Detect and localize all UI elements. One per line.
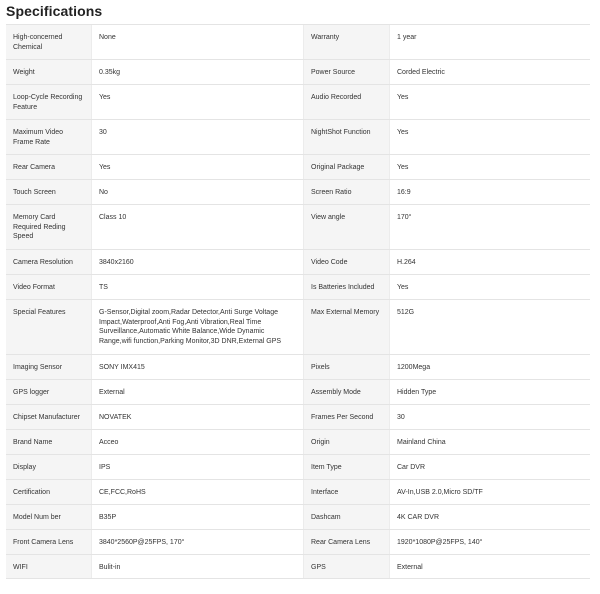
spec-value: Yes — [91, 155, 303, 179]
spec-value: Yes — [389, 120, 590, 154]
spec-label: Model Num ber — [6, 505, 91, 529]
spec-value: Acceo — [91, 430, 303, 454]
table-row — [6, 429, 590, 454]
table-row — [6, 154, 590, 179]
table-row — [6, 504, 590, 529]
spec-label: Power Source — [303, 60, 389, 84]
spec-value: SONY IMX415 — [91, 355, 303, 379]
spec-value: Hidden Type — [389, 380, 590, 404]
spec-label: Frames Per Second — [303, 405, 389, 429]
spec-value: 170° — [389, 205, 590, 249]
spec-label: Video Format — [6, 275, 91, 299]
spec-label: Rear Camera — [6, 155, 91, 179]
spec-value: 30 — [389, 405, 590, 429]
table-row — [6, 404, 590, 429]
spec-label: Assembly Mode — [303, 380, 389, 404]
spec-value: 512G — [389, 300, 590, 354]
spec-value: Yes — [389, 155, 590, 179]
spec-value: No — [91, 180, 303, 204]
spec-label: GPS — [303, 555, 389, 578]
table-row — [6, 24, 590, 59]
spec-label: Loop-Cycle Recording Feature — [6, 85, 91, 119]
spec-label: Camera Resolution — [6, 250, 91, 274]
table-row — [6, 84, 590, 119]
table-row — [6, 554, 590, 579]
table-row — [6, 59, 590, 84]
table-row — [6, 299, 590, 354]
spec-label: GPS logger — [6, 380, 91, 404]
spec-label: Original Package — [303, 155, 389, 179]
table-row — [6, 274, 590, 299]
spec-value: CE,FCC,RoHS — [91, 480, 303, 504]
spec-value: H.264 — [389, 250, 590, 274]
spec-label: WIFI — [6, 555, 91, 578]
spec-value: 16:9 — [389, 180, 590, 204]
spec-label: Is Batteries Included — [303, 275, 389, 299]
spec-value: External — [389, 555, 590, 578]
spec-label: Certification — [6, 480, 91, 504]
spec-label: Display — [6, 455, 91, 479]
spec-label: Video Code — [303, 250, 389, 274]
spec-value: Yes — [91, 85, 303, 119]
table-row — [6, 249, 590, 274]
spec-label: Brand Name — [6, 430, 91, 454]
spec-label: High-concerned Chemical — [6, 25, 91, 59]
spec-label: Chipset Manufacturer — [6, 405, 91, 429]
spec-value: 4K CAR DVR — [389, 505, 590, 529]
spec-value: 1 year — [389, 25, 590, 59]
table-row — [6, 479, 590, 504]
spec-label: Front Camera Lens — [6, 530, 91, 554]
spec-value: Mainland China — [389, 430, 590, 454]
spec-label: Rear Camera Lens — [303, 530, 389, 554]
spec-label: Dashcam — [303, 505, 389, 529]
spec-value: 30 — [91, 120, 303, 154]
spec-label: Special Features — [6, 300, 91, 354]
spec-value: AV-In,USB 2.0,Micro SD/TF — [389, 480, 590, 504]
spec-value: Car DVR — [389, 455, 590, 479]
table-row — [6, 179, 590, 204]
spec-label: Maximum Video Frame Rate — [6, 120, 91, 154]
spec-value: 3840*2560P@25FPS, 170° — [91, 530, 303, 554]
spec-value: IPS — [91, 455, 303, 479]
spec-label: Origin — [303, 430, 389, 454]
spec-label: View angle — [303, 205, 389, 249]
spec-value: B35P — [91, 505, 303, 529]
spec-value: 1920*1080P@25FPS, 140° — [389, 530, 590, 554]
spec-value: External — [91, 380, 303, 404]
spec-value: TS — [91, 275, 303, 299]
spec-value: 3840x2160 — [91, 250, 303, 274]
spec-label: Imaging Sensor — [6, 355, 91, 379]
spec-value: Bulit-in — [91, 555, 303, 578]
spec-value: G-Sensor,Digital zoom,Radar Detector,Anti Surge Voltage Impact,Waterproof,Anti Fog,Anti Vibration,Real Time Surveillance,Automatic White Balance,Wide Dynamic Range,wifi function,Parking Monitor,3D DNR,External GPS — [91, 300, 303, 354]
spec-value: NOVATEK — [91, 405, 303, 429]
spec-value: 0.35kg — [91, 60, 303, 84]
spec-label: Memory Card Required Reding Speed — [6, 205, 91, 249]
spec-label: Item Type — [303, 455, 389, 479]
spec-value: None — [91, 25, 303, 59]
page-title: Specifications — [6, 3, 103, 19]
table-row — [6, 204, 590, 249]
spec-label: Max External Memory — [303, 300, 389, 354]
spec-value: Yes — [389, 275, 590, 299]
spec-value: Class 10 — [91, 205, 303, 249]
table-row — [6, 529, 590, 554]
table-row — [6, 119, 590, 154]
spec-value: 1200Mega — [389, 355, 590, 379]
spec-label: Warranty — [303, 25, 389, 59]
spec-label: Weight — [6, 60, 91, 84]
specifications-table — [6, 24, 590, 579]
spec-label: Audio Recorded — [303, 85, 389, 119]
table-row — [6, 379, 590, 404]
spec-label: Pixels — [303, 355, 389, 379]
spec-label: NightShot Function — [303, 120, 389, 154]
table-row — [6, 454, 590, 479]
table-row — [6, 354, 590, 379]
spec-label: Interface — [303, 480, 389, 504]
spec-label: Touch Screen — [6, 180, 91, 204]
spec-label: Screen Ratio — [303, 180, 389, 204]
spec-value: Corded Electric — [389, 60, 590, 84]
spec-value: Yes — [389, 85, 590, 119]
